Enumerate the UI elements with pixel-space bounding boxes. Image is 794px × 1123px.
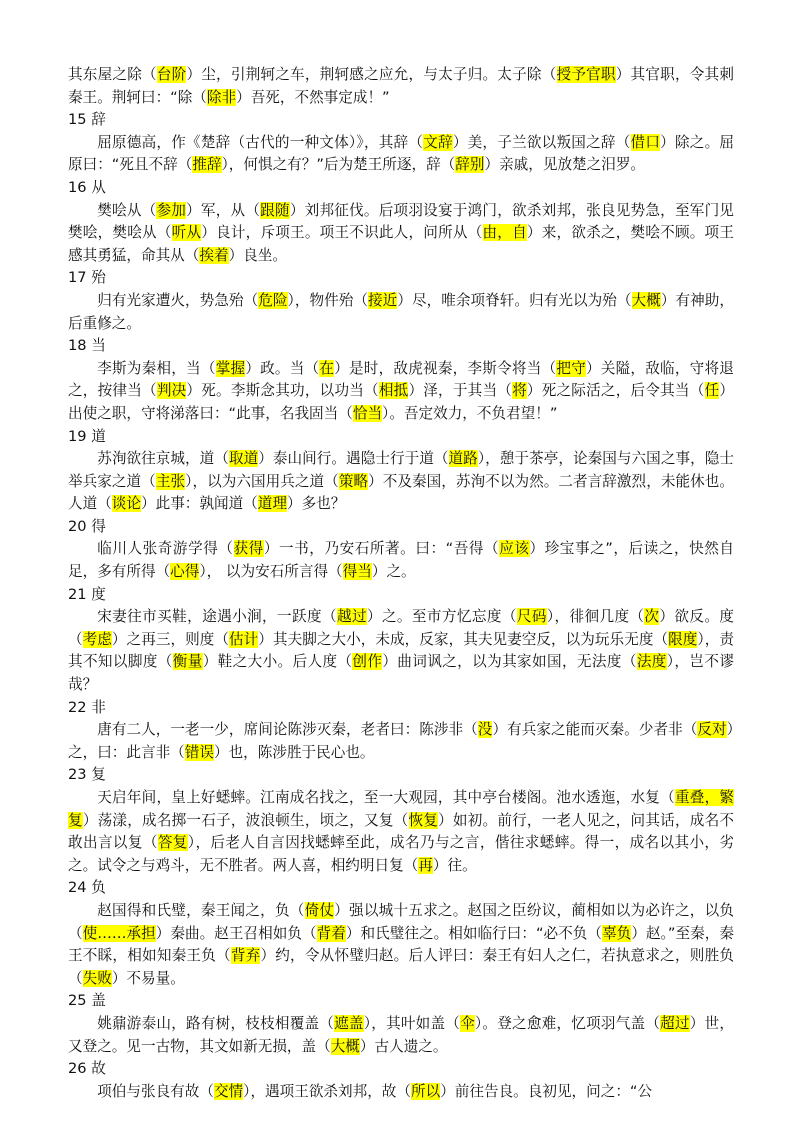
highlighted-gloss: 由，自 — [482, 224, 527, 242]
highlighted-gloss: 取道 — [228, 450, 259, 468]
highlighted-gloss: 推辞 — [192, 156, 222, 174]
highlighted-gloss: 大概 — [330, 1037, 360, 1055]
highlighted-gloss: 限度 — [668, 630, 698, 648]
passage-text: ）和氏璧往之。相如临行曰：“必不负（ — [345, 924, 603, 942]
passage-text: ）是时，敌虎视秦，李斯令将当（ — [334, 359, 557, 377]
passage-text: ）世，又登之。见一古物，其文如新无损，盖（ — [68, 1014, 734, 1055]
passage-text: ）来，欲杀之，樊哙不顾。项王感其勇猛，命其从（ — [68, 224, 734, 264]
passage-text: ）， 以为安石所言得（ — [199, 563, 343, 581]
passage-text: ）关隘，敌临，守将退之，按律当（ — [68, 359, 734, 400]
highlighted-gloss: 答复 — [157, 834, 188, 852]
highlighted-gloss: 超过 — [660, 1014, 690, 1032]
passage-text: ）之。 — [371, 563, 416, 581]
entry-heading: 15 辞 — [68, 111, 106, 129]
highlighted-gloss: 伞 — [460, 1014, 475, 1032]
passage-text: 归有光家遭火，势急殆（ — [97, 291, 259, 309]
passage-text: ）赵。”至秦，秦王不睬，相如知秦王负（ — [68, 924, 734, 965]
passage-text: ）有兵家之能而灭秦。少者非（ — [492, 721, 698, 739]
passage-text: ）一书，乃安石所著。曰：“吾得（ — [263, 540, 500, 558]
passage-text: ）强以城十五求之。赵国之臣纷议，蔺相如以为必许之，以负（ — [68, 901, 734, 942]
highlighted-gloss: 没 — [477, 721, 493, 739]
example-paragraph — [68, 448, 734, 516]
passage-text: ）之再三，则度（ — [111, 630, 230, 648]
highlighted-gloss: 倚仗 — [304, 901, 335, 919]
highlighted-gloss: 道路 — [448, 450, 478, 468]
highlighted-gloss: 除非 — [206, 88, 237, 106]
passage-text: ）古人遗之。 — [359, 1037, 448, 1055]
passage-text: 天启年间，皇上好蟋蟀。江南成名找之，至一大观园，其中亭台楼阁。池水透迤，水复（ — [97, 789, 675, 806]
highlighted-gloss: 辞别 — [455, 156, 485, 174]
example-paragraph — [68, 64, 734, 109]
highlighted-gloss: 错误 — [184, 743, 214, 761]
highlighted-gloss: 法度 — [636, 653, 667, 671]
example-paragraph — [68, 606, 734, 696]
document-body — [68, 64, 734, 1103]
entry-heading: 23 复 — [68, 766, 106, 784]
entry-heading: 18 当 — [68, 337, 106, 355]
passage-text: 李斯为秦相，当（ — [97, 359, 216, 377]
highlighted-gloss: 交情 — [213, 1082, 244, 1100]
highlighted-gloss: 大概 — [631, 291, 661, 309]
highlighted-gloss: 尺码 — [516, 608, 547, 626]
entry-heading: 22 非 — [68, 698, 106, 716]
entry-heading: 20 得 — [68, 517, 106, 535]
entry-heading: 17 殆 — [68, 269, 106, 287]
passage-text: ）军，从（ — [186, 201, 261, 219]
example-paragraph — [68, 719, 734, 764]
highlighted-gloss: 遮盖 — [334, 1014, 364, 1032]
passage-text: ）秦曲。赵王召相如负（ — [155, 924, 317, 942]
passage-text: ）死。李斯念其功，以功当（ — [186, 382, 379, 400]
highlighted-gloss: 将 — [512, 382, 527, 400]
passage-text: ）不易量。 — [111, 969, 185, 987]
highlighted-gloss: 得当 — [342, 563, 372, 581]
passage-text: ）亲戚，见放楚之汨罗。 — [484, 156, 646, 174]
highlighted-gloss: 谈论 — [111, 495, 141, 513]
passage-text: ）曲词讽之，以为其家如国，无法度（ — [382, 653, 637, 671]
passage-text: ）。吾定效力，不负君望！” — [382, 404, 558, 422]
passage-text: 樊哙从（ — [97, 201, 157, 219]
passage-text: ）良坐。 — [228, 246, 287, 264]
highlighted-gloss: 恢复 — [408, 811, 439, 829]
highlighted-gloss: 借口 — [630, 133, 661, 151]
highlighted-gloss: 背弃 — [230, 947, 261, 965]
highlighted-gloss: 估计 — [229, 630, 259, 648]
passage-text: ），遇项王欲杀刘邦，故（ — [243, 1082, 411, 1100]
highlighted-gloss: 听从 — [171, 224, 202, 242]
passage-text: ），徘徊几度（ — [546, 608, 645, 626]
passage-text: ）珍宝事之”，后读之，快然自足，多有所得（ — [68, 540, 734, 581]
highlighted-gloss: 接近 — [368, 291, 398, 309]
highlighted-gloss: 越过 — [336, 608, 367, 626]
highlighted-gloss: 授予官职 — [556, 66, 616, 83]
passage-text: 赵国得和氏璧，秦王闻之，负（ — [97, 901, 305, 919]
passage-text: ）死之际活之，后令其当（ — [526, 382, 705, 400]
passage-text: ）政。当（ — [245, 359, 320, 377]
passage-text: ）欲反。度（ — [68, 608, 734, 648]
passage-text: ）不及秦国，苏洵不以为然。二者言辞激烈，未能休也。人道（ — [68, 472, 734, 513]
highlighted-gloss: 重叠，繁复 — [68, 789, 734, 829]
highlighted-gloss: 次 — [644, 608, 660, 626]
example-paragraph — [68, 1081, 734, 1104]
passage-text: ）往。 — [432, 856, 477, 874]
highlighted-gloss: 考虑 — [82, 630, 112, 648]
passage-text: ）出使之职，守将涕落曰：“此事，名我固当（ — [68, 382, 734, 422]
passage-text: 唐有二人，一老一少，席间论陈涉灭秦，老者曰：陈涉非（ — [97, 721, 478, 739]
passage-text: ），物件殆（ — [287, 291, 369, 309]
passage-text: ）也，陈涉胜于民心也。 — [213, 743, 375, 761]
passage-text: ）尽，唯余项脊轩。归有光以为殆（ — [397, 291, 632, 309]
passage-text: ）刘邦征伐。后项羽设宴于鸿门，欲杀刘邦，张良见势急，至军门见樊哙，樊哙从（ — [68, 201, 734, 242]
highlighted-gloss: 使……承担 — [82, 924, 156, 942]
passage-text: 屈原德高，作《楚辞（古代的一种文体）》，其辞（ — [97, 133, 424, 151]
passage-text: ）约，令从怀璧归赵。后人评曰：秦王有妇人之仁，若执意求之，则胜负（ — [68, 947, 734, 987]
passage-text: ）如初。前行，一老人见之，问其话，成名不敢出言以复（ — [68, 811, 734, 852]
highlighted-gloss: 策略 — [338, 472, 369, 490]
example-paragraph — [68, 1013, 734, 1058]
passage-text: ）其官职，令其刺秦王。荆轲曰：“除（ — [68, 66, 734, 106]
highlighted-gloss: 恰当 — [352, 404, 383, 422]
passage-text: ），以为六国用兵之道（ — [185, 472, 339, 490]
passage-text: 苏洵欲往京城，道（ — [97, 450, 229, 468]
entry-heading: 24 负 — [68, 879, 106, 897]
highlighted-gloss: 辜负 — [602, 924, 632, 942]
highlighted-gloss: 再 — [418, 856, 433, 874]
passage-text: ）吾死，不然事定成！” — [236, 88, 390, 106]
passage-text: 宋妻往市买鞋，途遇小涧，一跃度（ — [97, 608, 337, 626]
passage-text: 项伯与张良有故（ — [97, 1082, 214, 1100]
highlighted-gloss: 所以 — [410, 1082, 441, 1100]
highlighted-gloss: 掌握 — [215, 359, 246, 377]
passage-text: ），憩于茶亭，论秦国与六国之事，隐士举兵家之道（ — [68, 450, 734, 490]
entry-heading: 19 道 — [68, 427, 106, 445]
passage-text: ），何惧之有？”后为楚王所逐，辞（ — [221, 156, 456, 174]
example-paragraph — [68, 290, 734, 335]
entry-heading: 26 故 — [68, 1060, 106, 1078]
highlighted-gloss: 衡量 — [172, 653, 203, 671]
passage-text: ），责其不知以脚度（ — [68, 630, 734, 671]
highlighted-gloss: 挨着 — [199, 246, 229, 264]
highlighted-gloss: 失败 — [82, 969, 112, 987]
highlighted-gloss: 获得 — [233, 540, 264, 558]
passage-text: ），后老人自言因找蟋蟀至此，成名乃与之言，偕往求蟋蟀。得一，成名以其小，劣之。试令之与鸡斗，无不胜者。两人喜，相约明日复（ — [68, 834, 734, 874]
passage-text: ）泽，于其当（ — [408, 382, 513, 400]
example-paragraph — [68, 538, 734, 583]
entry-heading: 25 盖 — [68, 992, 106, 1010]
example-paragraph — [68, 132, 734, 177]
passage-text: ）。登之愈难，忆项羽气盖（ — [474, 1014, 661, 1032]
highlighted-gloss: 台阶 — [156, 66, 187, 83]
highlighted-gloss: 危险 — [258, 291, 288, 309]
passage-text: ）尘，引荆轲之车，荆轲感之应允，与太子归。太子除（ — [186, 66, 557, 83]
example-paragraph — [68, 787, 734, 877]
highlighted-gloss: 反对 — [697, 721, 727, 739]
passage-text: ），其叶如盖（ — [363, 1014, 461, 1032]
passage-text: 姚鼐游泰山，路有树，枝枝相覆盖（ — [97, 1014, 335, 1032]
highlighted-gloss: 跟随 — [260, 201, 290, 219]
passage-text: ），岂不谬哉？ — [68, 653, 734, 694]
highlighted-gloss: 相抵 — [378, 382, 409, 400]
highlighted-gloss: 判决 — [156, 382, 187, 400]
entry-heading: 16 从 — [68, 178, 106, 196]
entry-heading: 21 度 — [68, 585, 106, 603]
highlighted-gloss: 在 — [319, 359, 335, 377]
passage-text: ）此事：孰闻道（ — [141, 495, 258, 513]
passage-text: ）其夫脚之大小，未成，反家，其夫见妻空反，以为玩乐无度（ — [258, 630, 669, 648]
passage-text: ）之，曰：此言非（ — [68, 721, 734, 761]
passage-text: ）多也？ — [286, 495, 346, 513]
example-paragraph — [68, 200, 734, 268]
example-paragraph — [68, 900, 734, 990]
passage-text: 临川人张奇游学得（ — [97, 540, 234, 558]
highlighted-gloss: 道理 — [257, 495, 287, 513]
example-paragraph — [68, 358, 734, 426]
highlighted-gloss: 主张 — [155, 472, 186, 490]
highlighted-gloss: 应该 — [499, 540, 530, 558]
highlighted-gloss: 创作 — [352, 653, 383, 671]
passage-text: ）美，子兰欲以叛国之辞（ — [452, 133, 631, 151]
passage-text: ）良计，斥项王。项王不识此人，问所从（ — [201, 224, 483, 242]
passage-text: ）泰山间行。遇隐士行于道（ — [258, 450, 449, 468]
highlighted-gloss: 任 — [704, 382, 720, 400]
passage-text: ）前往告良。良初见，问之：“公 — [440, 1082, 653, 1100]
passage-text: ）之。至市方忆忘度（ — [366, 608, 517, 626]
passage-text: ）有神助，后重修之。 — [68, 291, 734, 332]
passage-text: 其东屋之除（ — [68, 66, 157, 83]
highlighted-gloss: 文辞 — [423, 133, 453, 151]
highlighted-gloss: 把守 — [556, 359, 586, 377]
highlighted-gloss: 参加 — [156, 201, 187, 219]
highlighted-gloss: 背着 — [316, 924, 346, 942]
passage-text: ）鞋之大小。后人度（ — [202, 653, 353, 671]
passage-text: ）除之。屈原曰：“死且不辞（ — [68, 133, 734, 174]
passage-text: ）荡漾，成名掷一石子，波浪顿生，顷之，又复（ — [82, 811, 409, 829]
highlighted-gloss: 心得 — [170, 563, 200, 581]
